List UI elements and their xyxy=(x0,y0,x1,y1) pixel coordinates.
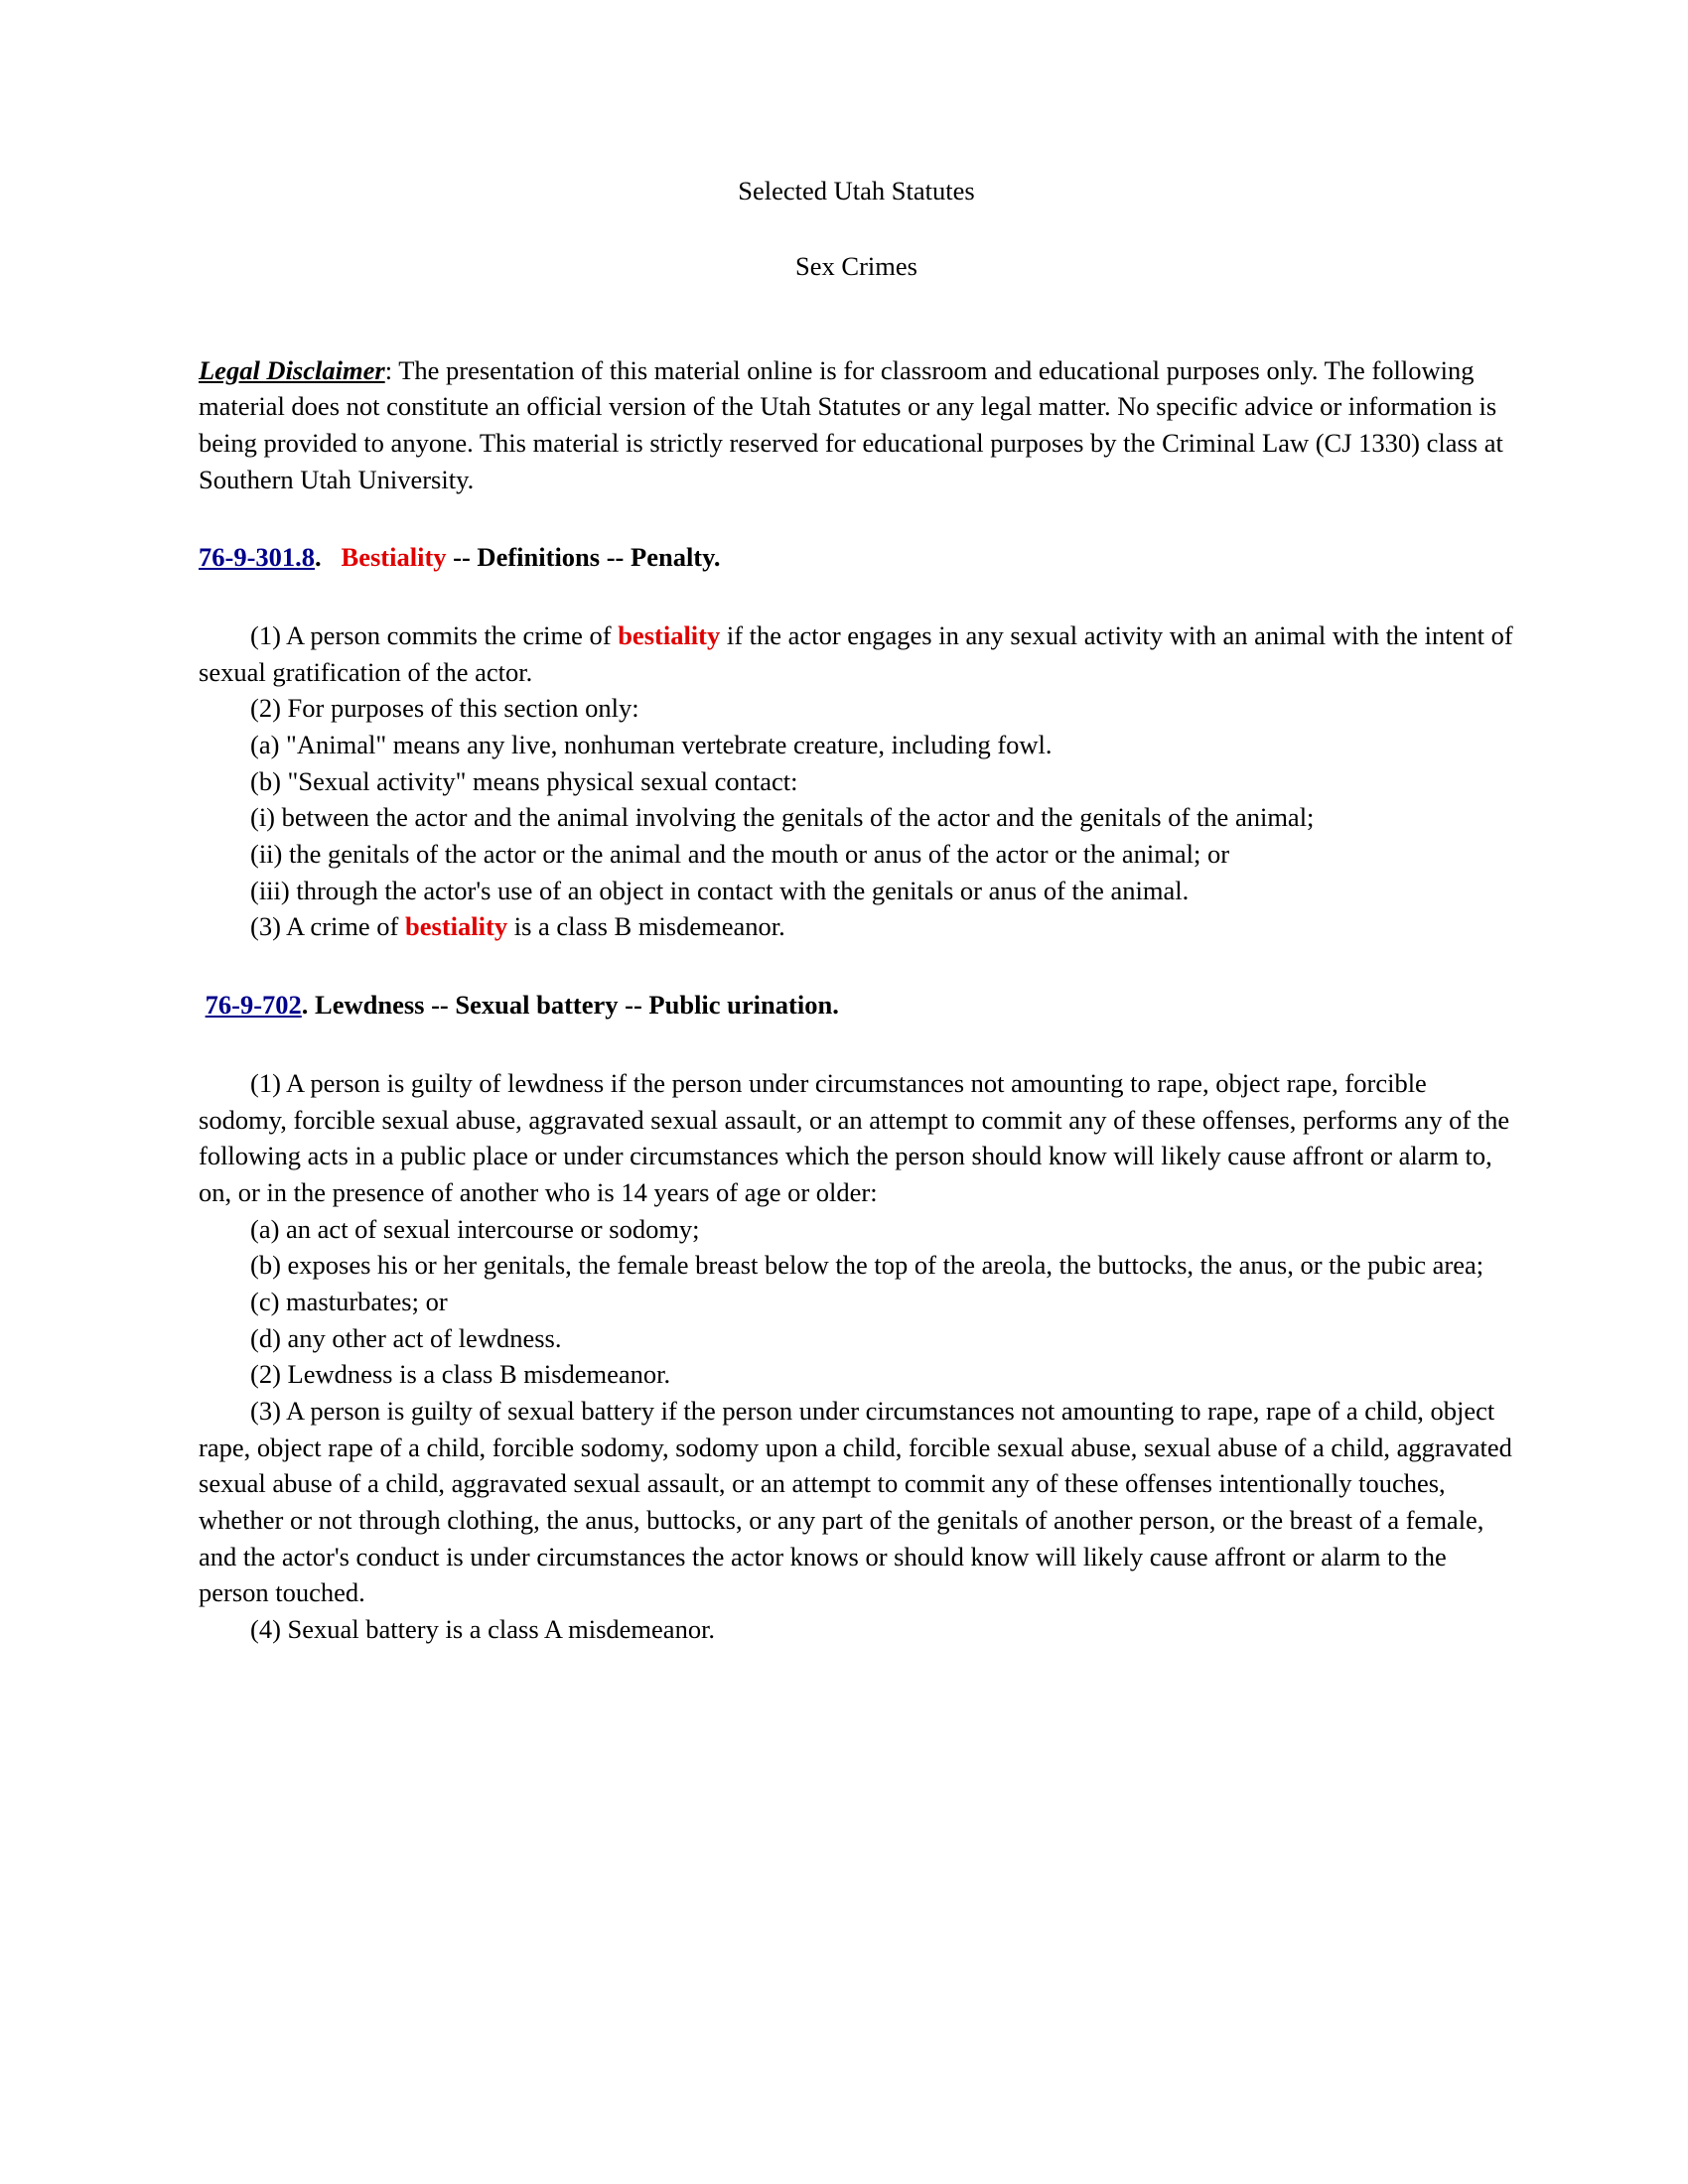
paragraph-pre: (a) an act of sexual intercourse or sodomy; xyxy=(250,1213,700,1244)
paragraph-pre: (2) For purposes of this section only: xyxy=(250,693,639,724)
spacer xyxy=(199,576,1514,617)
legal-disclaimer-paragraph xyxy=(199,352,1514,498)
statute-paragraph xyxy=(199,727,1514,763)
paragraph-post: if the actor engages in any sexual activity with an animal with the intent of sexual gratification of the actor. xyxy=(199,619,1513,687)
legal-disclaimer-label: Legal Disclaimer xyxy=(199,354,385,385)
section-heading-76-9-301-8: 76-9-301.8. Bestiality -- Definitions -- Penalty. xyxy=(199,542,721,573)
statute-paragraph xyxy=(199,617,1514,690)
section-heading-rest: -- Definitions -- Penalty. xyxy=(446,542,721,573)
section-heading-rest: . Lewdness -- Sexual battery -- Public urination. xyxy=(301,990,839,1021)
paragraph-pre: (b) exposes his or her genitals, the female breast below the top of the areola, the buttocks, the anus, or the pubic area; xyxy=(250,1250,1484,1281)
statute-paragraph xyxy=(199,1284,1514,1320)
statute-paragraph xyxy=(199,763,1514,800)
statute-paragraph xyxy=(199,1247,1514,1284)
paragraph-pre: (ii) the genitals of the actor or the animal and the mouth or anus of the actor or the animal; or xyxy=(250,839,1230,870)
section-number-link[interactable]: 76-9-301.8 xyxy=(199,542,316,573)
paragraph-keyword: bestiality xyxy=(618,619,721,650)
spacer xyxy=(199,497,1514,539)
statute-paragraph xyxy=(199,1356,1514,1393)
statute-paragraph xyxy=(199,873,1514,909)
section-keyword: Bestiality xyxy=(341,542,447,573)
paragraph-post: is a class B misdemeanor. xyxy=(507,911,785,942)
paragraph-pre: (iii) through the actor's use of an object in contact with the genitals or anus of the animal. xyxy=(250,875,1190,905)
document-title: Selected Utah Statutes xyxy=(738,176,975,205)
paragraph-pre: (c) masturbates; or xyxy=(250,1286,448,1316)
paragraph-pre: (1) A person is guilty of lewdness if the person under circumstances not amounting to rape, object rape, forcible sodomy, forcible sexual abuse, aggravated sexual assault, or an attempt to commit any of these offenses, performs any of the following acts in a public place or under circumstances which the person should know will likely cause affront or alarm to, on, or in the presence of another who is 14 years of age or older: xyxy=(199,1067,1510,1207)
statute-paragraph xyxy=(199,908,1514,945)
paragraph-pre: (3) A person is guilty of sexual battery if the person under circumstances not amounting to rape, rape of a child, object rape, object rape of a child, forcible sodomy, sodomy upon a child, forcible sexual abuse, sexual abuse of a child, aggravated sexual abuse of a child, aggravated sexual assault, or an attempt to commit any of these offenses intentionally touches, whether or not through clothing, the anus, buttocks, or any part of the genitals of another person, or the breast of a female, and the actor's conduct is under circumstances the actor knows or should know will likely cause affront or alarm to the person touched. xyxy=(199,1396,1512,1608)
section-heading-76-9-702 xyxy=(199,987,1514,1024)
section-number-link[interactable]: 76-9-702 xyxy=(205,990,302,1021)
statute-paragraph xyxy=(199,1611,1514,1648)
paragraph-keyword: bestiality xyxy=(405,911,508,942)
spacer xyxy=(199,1024,1514,1065)
paragraph-pre: (3) A crime of xyxy=(250,911,406,942)
paragraph-pre: (b) "Sexual activity" means physical sexual contact: xyxy=(250,765,798,796)
statute-paragraph xyxy=(199,836,1514,873)
statute-paragraph xyxy=(199,799,1514,836)
paragraph-pre: (1) A person commits the crime of xyxy=(250,619,619,650)
paragraph-pre: (a) "Animal" means any live, nonhuman vertebrate creature, including fowl. xyxy=(250,730,1053,760)
statute-paragraph xyxy=(199,690,1514,727)
spacer xyxy=(199,285,1514,352)
paragraph-pre: (4) Sexual battery is a class A misdemeanor. xyxy=(250,1614,716,1645)
statute-paragraph xyxy=(199,1320,1514,1357)
paragraph-pre: (2) Lewdness is a class B misdemeanor. xyxy=(250,1359,671,1390)
spacer xyxy=(199,945,1514,987)
legal-disclaimer-text: : The presentation of this material online is for classroom and educational purposes only. The following material does not constitute an official version of the Utah Statutes or any legal matter. No specific advice or information is being provided to anyone. This material is strictly reserved for educational purposes by the Criminal Law (CJ 1330) class at Southern Utah University. xyxy=(199,354,1503,494)
paragraph-pre: (i) between the actor and the animal involving the genitals of the actor and the genitals of the animal; xyxy=(250,802,1315,833)
statute-paragraph xyxy=(199,1065,1514,1211)
paragraph-pre: (d) any other act of lewdness. xyxy=(250,1322,562,1353)
document-subtitle: Sex Crimes xyxy=(795,250,917,281)
statute-paragraph xyxy=(199,1393,1514,1611)
statute-paragraph xyxy=(199,1211,1514,1248)
spacer xyxy=(199,209,1514,249)
